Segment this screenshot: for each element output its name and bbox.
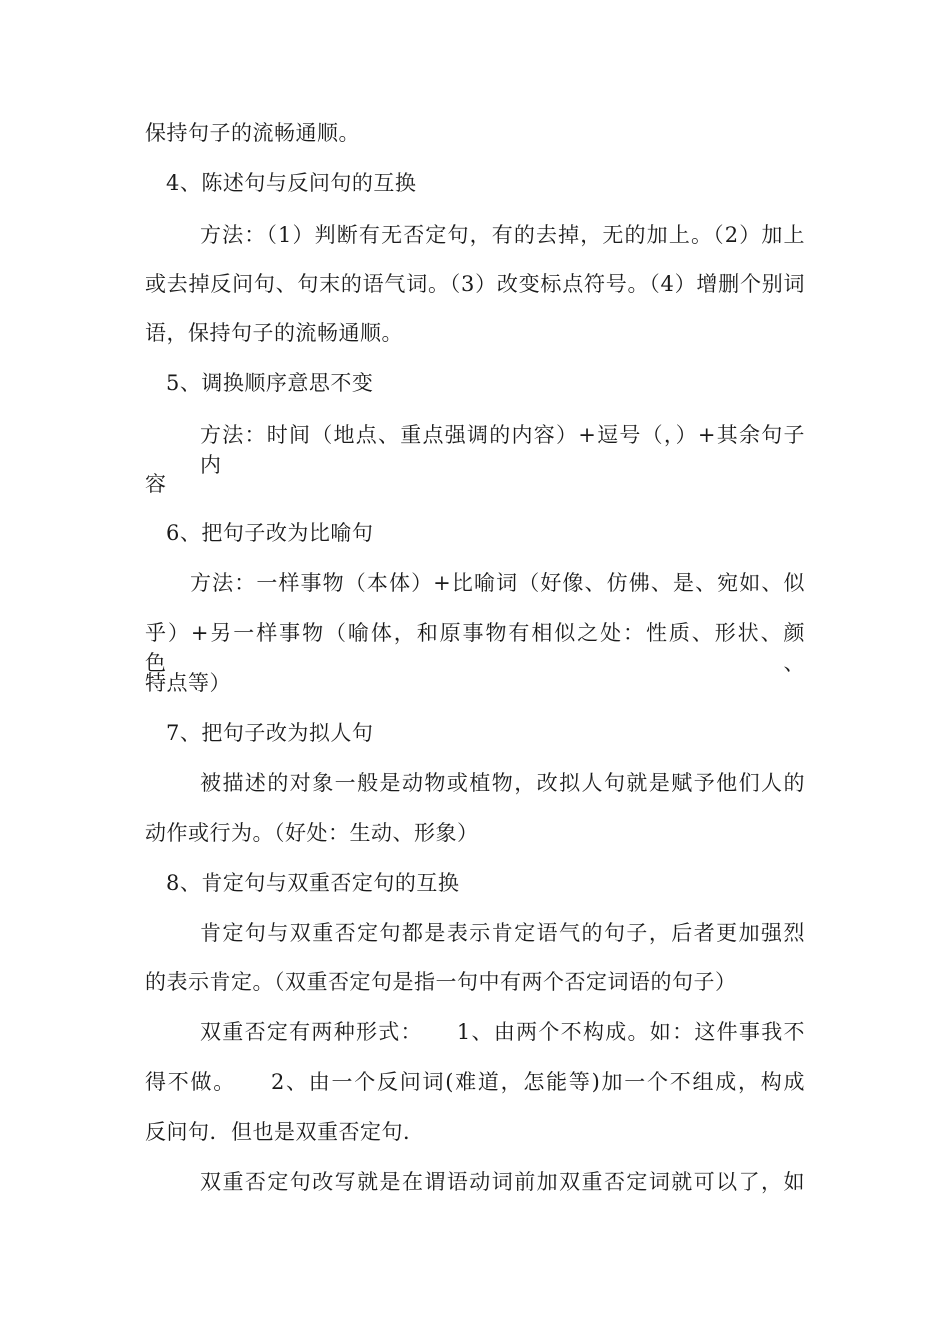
text-line-14: 被描述的对象一般是动物或植物，改拟人句就是赋予他们人的	[200, 771, 805, 795]
text-line-20: 得不做。 2、由一个反问词(难道，怎能等)加一个不组成，构成	[145, 1070, 805, 1094]
text-line-11: 乎）+另一样事物（喻体，和原事物有相似之处：性质、形状、颜色、	[145, 621, 805, 675]
section-heading-5: 5、调换顺序意思不变	[166, 371, 374, 395]
text-line-5: 语，保持句子的流畅通顺。	[145, 321, 403, 345]
text-line-1: 保持句子的流畅通顺。	[145, 121, 360, 145]
text-line-3: 方法：（1）判断有无否定句，有的去掉，无的加上。（2）加上	[200, 223, 805, 247]
text-line-10: 方法：一样事物（本体）+比喻词（好像、仿佛、是、宛如、似	[190, 571, 805, 595]
text-line-17: 肯定句与双重否定句都是表示肯定语气的句子，后者更加强烈	[200, 921, 805, 945]
text-line-7: 方法：时间（地点、重点强调的内容）+逗号（，）+其余句子内	[200, 423, 805, 477]
text-line-21: 反问句．但也是双重否定句．	[145, 1120, 425, 1144]
text-line-8: 容	[145, 472, 167, 496]
section-heading-8: 8、肯定句与双重否定句的互换	[166, 871, 460, 895]
text-line-4: 或去掉反问句、句末的语气词。（3）改变标点符号。（4）增删个别词	[145, 272, 805, 296]
text-line-12: 特点等）	[145, 671, 231, 695]
section-heading-6: 6、把句子改为比喻句	[166, 521, 374, 545]
text-line-18: 的表示肯定。（双重否定句是指一句中有两个否定词语的句子）	[145, 970, 737, 994]
text-line-22: 双重否定句改写就是在谓语动词前加双重否定词就可以了，如	[200, 1170, 805, 1194]
section-heading-4: 4、陈述句与反问句的互换	[166, 171, 417, 195]
text-line-15: 动作或行为。（好处：生动、形象）	[145, 821, 479, 845]
text-line-19: 双重否定有两种形式： 1、由两个不构成。如：这件事我不	[200, 1020, 805, 1044]
section-heading-7: 7、把句子改为拟人句	[166, 721, 374, 745]
